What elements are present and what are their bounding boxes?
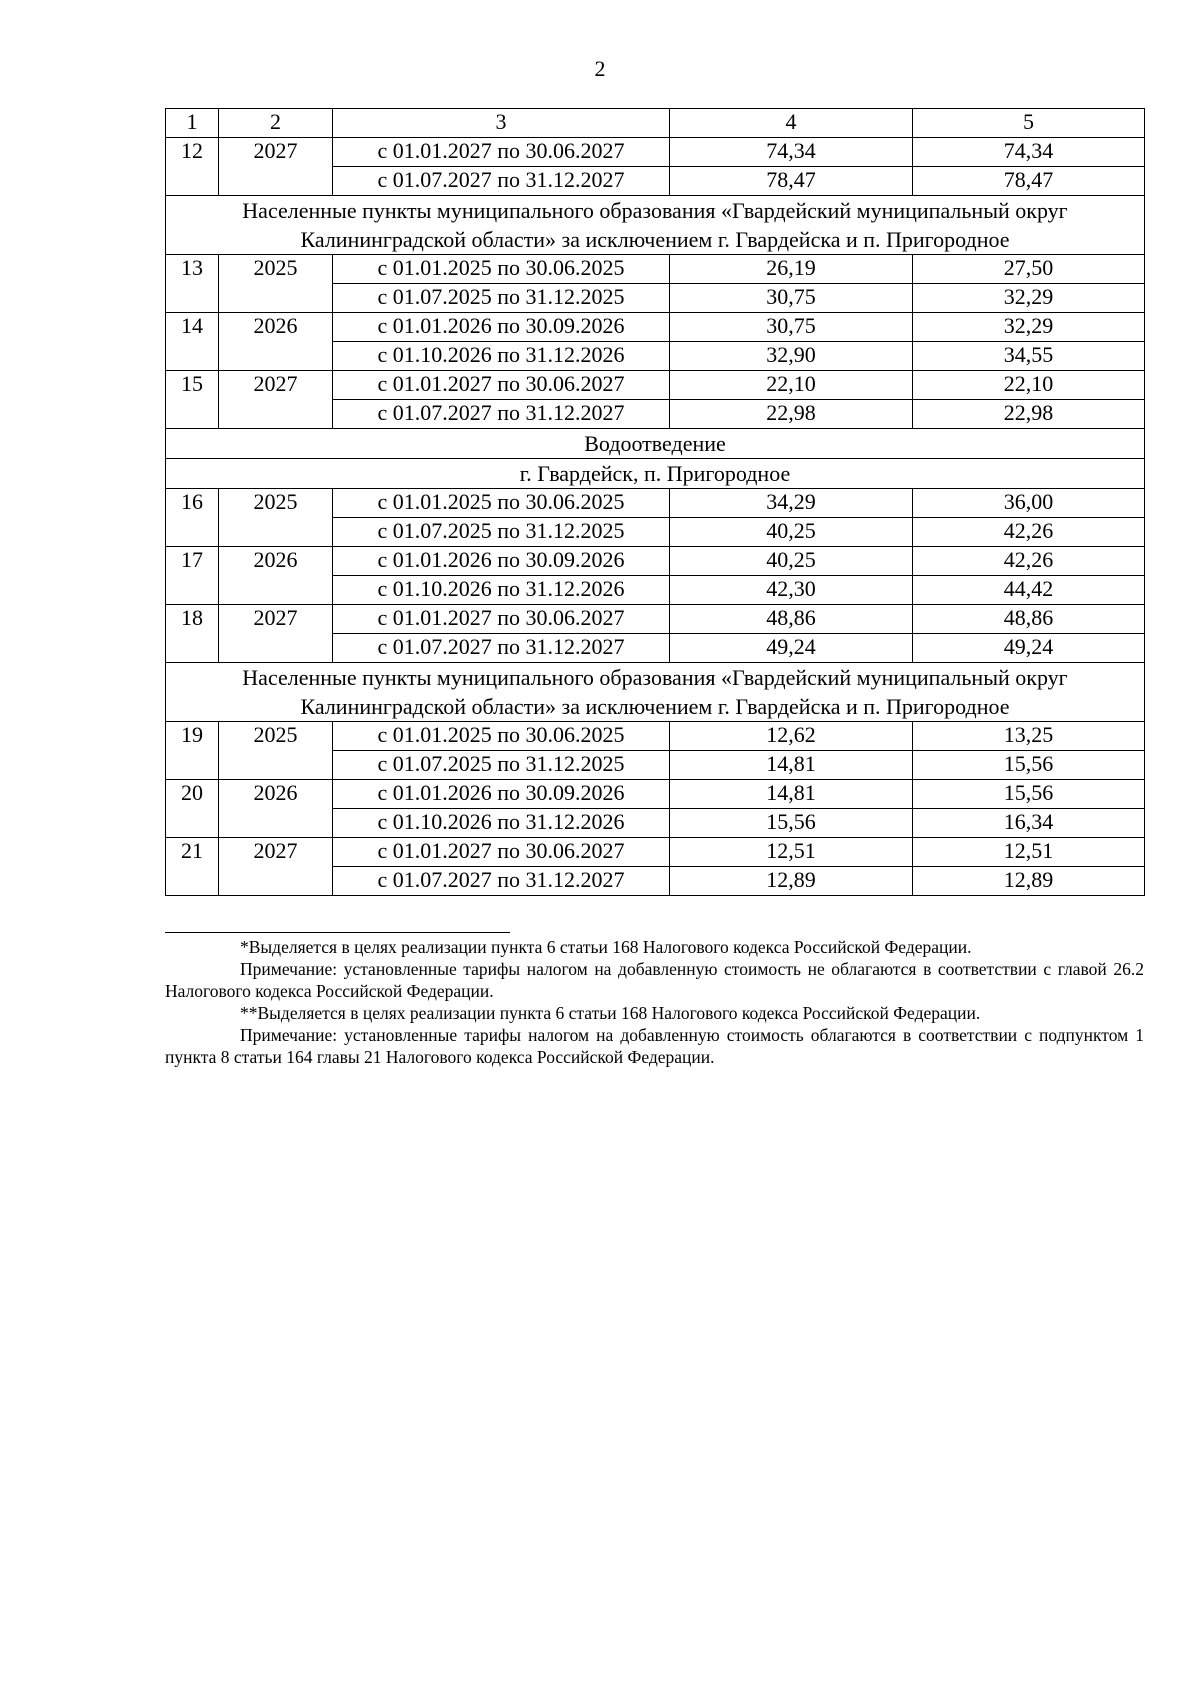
tariff-value-cell: 34,29 [670,489,913,518]
tariff-value-cell: 15,56 [670,809,913,838]
tariff-value-cell: 26,19 [670,255,913,284]
period-cell: с 01.07.2025 по 31.12.2025 [333,751,670,780]
row-number-cell: 20 [166,780,219,838]
row-number-cell: 13 [166,255,219,313]
tariff-value-cell: 27,50 [913,255,1145,284]
period-cell: с 01.07.2027 по 31.12.2027 [333,867,670,896]
tariff-value-cell: 48,86 [913,605,1145,634]
header-cell: 1 [166,109,219,138]
tariff-value-cell: 16,34 [913,809,1145,838]
tariff-value-cell: 12,51 [670,838,913,867]
period-cell: с 01.07.2027 по 31.12.2027 [333,634,670,663]
row-number-cell: 12 [166,138,219,196]
tariff-value-cell: 42,26 [913,518,1145,547]
year-cell: 2027 [219,838,333,896]
row-number-cell: 17 [166,547,219,605]
year-cell: 2027 [219,371,333,429]
tariff-value-cell: 42,30 [670,576,913,605]
tariff-table [165,108,1145,896]
tariff-value-cell: 12,89 [670,867,913,896]
period-cell: с 01.10.2026 по 31.12.2026 [333,576,670,605]
tariff-value-cell: 22,10 [913,371,1145,400]
table-row [166,780,1145,809]
tariff-value-cell: 12,51 [913,838,1145,867]
tariff-value-cell: 14,81 [670,780,913,809]
header-cell: 5 [913,109,1145,138]
tariff-value-cell: 32,29 [913,313,1145,342]
tariff-value-cell: 14,81 [670,751,913,780]
footnote-divider [165,932,510,933]
period-cell: с 01.07.2027 по 31.12.2027 [333,400,670,429]
row-number-cell: 18 [166,605,219,663]
table-row [166,138,1145,167]
period-cell: с 01.07.2025 по 31.12.2025 [333,518,670,547]
section-title: Населенные пункты муниципального образования «Гвардейский муниципальный округ Калининградской области» за исключением г. Гвардейска и п. Пригородное [166,196,1145,255]
table-row [166,313,1145,342]
tariff-value-cell: 32,29 [913,284,1145,313]
table-row [166,722,1145,751]
table-row [166,255,1145,284]
tariff-value-cell: 22,98 [670,400,913,429]
period-cell: с 01.10.2026 по 31.12.2026 [333,342,670,371]
period-cell: с 01.01.2025 по 30.06.2025 [333,255,670,284]
period-cell: с 01.07.2025 по 31.12.2025 [333,284,670,313]
period-cell: с 01.01.2025 по 30.06.2025 [333,489,670,518]
tariff-value-cell: 42,26 [913,547,1145,576]
tariff-value-cell: 49,24 [913,634,1145,663]
section-row [166,663,1145,722]
table-row [166,838,1145,867]
tariff-value-cell: 13,25 [913,722,1145,751]
tariff-value-cell: 40,25 [670,518,913,547]
table-row [166,605,1145,634]
row-number-cell: 21 [166,838,219,896]
tariff-value-cell: 74,34 [670,138,913,167]
header-cell: 3 [333,109,670,138]
footnote-1: *Выделяется в целях реализации пункта 6 статьи 168 Налогового кодекса Российской Федерации. [240,937,972,957]
period-cell: с 01.01.2026 по 30.09.2026 [333,780,670,809]
tariff-value-cell: 44,42 [913,576,1145,605]
row-number-cell: 14 [166,313,219,371]
year-cell: 2027 [219,605,333,663]
table-header-row [166,109,1145,138]
table-row [166,547,1145,576]
year-cell: 2025 [219,489,333,547]
table-row [166,371,1145,400]
period-cell: с 01.01.2025 по 30.06.2025 [333,722,670,751]
period-cell: с 01.01.2027 по 30.06.2027 [333,838,670,867]
section-row [166,429,1145,459]
year-cell: 2026 [219,313,333,371]
tariff-value-cell: 12,62 [670,722,913,751]
tariff-value-cell: 74,34 [913,138,1145,167]
tariff-value-cell: 49,24 [670,634,913,663]
tariff-value-cell: 15,56 [913,780,1145,809]
footnote-note-2: Примечание: установленные тарифы налогом на добавленную стоимость облагаются в соответствии с подпунктом 1 пункта 8 статьи 164 главы 21 Налогового кодекса Российской Федерации. [165,1025,1144,1067]
tariff-value-cell: 78,47 [913,167,1145,196]
year-cell: 2025 [219,255,333,313]
tariff-value-cell: 15,56 [913,751,1145,780]
tariff-value-cell: 34,55 [913,342,1145,371]
year-cell: 2026 [219,547,333,605]
footnotes [165,932,1144,1068]
year-cell: 2025 [219,722,333,780]
period-cell: с 01.01.2026 по 30.09.2026 [333,547,670,576]
tariff-value-cell: 32,90 [670,342,913,371]
header-cell: 2 [219,109,333,138]
tariff-value-cell: 22,98 [913,400,1145,429]
tariff-value-cell: 48,86 [670,605,913,634]
section-title: г. Гвардейск, п. Пригородное [166,459,1145,489]
section-row [166,459,1145,489]
row-number-cell: 15 [166,371,219,429]
year-cell: 2026 [219,780,333,838]
table-row [166,489,1145,518]
header-cell: 4 [670,109,913,138]
tariff-value-cell: 30,75 [670,284,913,313]
period-cell: с 01.07.2027 по 31.12.2027 [333,167,670,196]
tariff-value-cell: 30,75 [670,313,913,342]
period-cell: с 01.01.2027 по 30.06.2027 [333,138,670,167]
section-row [166,196,1145,255]
period-cell: с 01.10.2026 по 31.12.2026 [333,809,670,838]
page-number: 2 [594,56,606,81]
period-cell: с 01.01.2027 по 30.06.2027 [333,605,670,634]
tariff-value-cell: 40,25 [670,547,913,576]
tariff-value-cell: 36,00 [913,489,1145,518]
row-number-cell: 19 [166,722,219,780]
tariff-value-cell: 12,89 [913,867,1145,896]
section-title: Населенные пункты муниципального образования «Гвардейский муниципальный округ Калининградской области» за исключением г. Гвардейска и п. Пригородное [166,663,1145,722]
footnote-2: **Выделяется в целях реализации пункта 6 статьи 168 Налогового кодекса Российской Федерации. [240,1003,981,1023]
row-number-cell: 16 [166,489,219,547]
tariff-value-cell: 78,47 [670,167,913,196]
footnote-note-1: Примечание: установленные тарифы налогом на добавленную стоимость не облагаются в соответствии с главой 26.2 Налогового кодекса Российской Федерации. [165,959,1144,1001]
tariff-value-cell: 22,10 [670,371,913,400]
year-cell: 2027 [219,138,333,196]
period-cell: с 01.01.2027 по 30.06.2027 [333,371,670,400]
section-title: Водоотведение [166,429,1145,459]
period-cell: с 01.01.2026 по 30.09.2026 [333,313,670,342]
